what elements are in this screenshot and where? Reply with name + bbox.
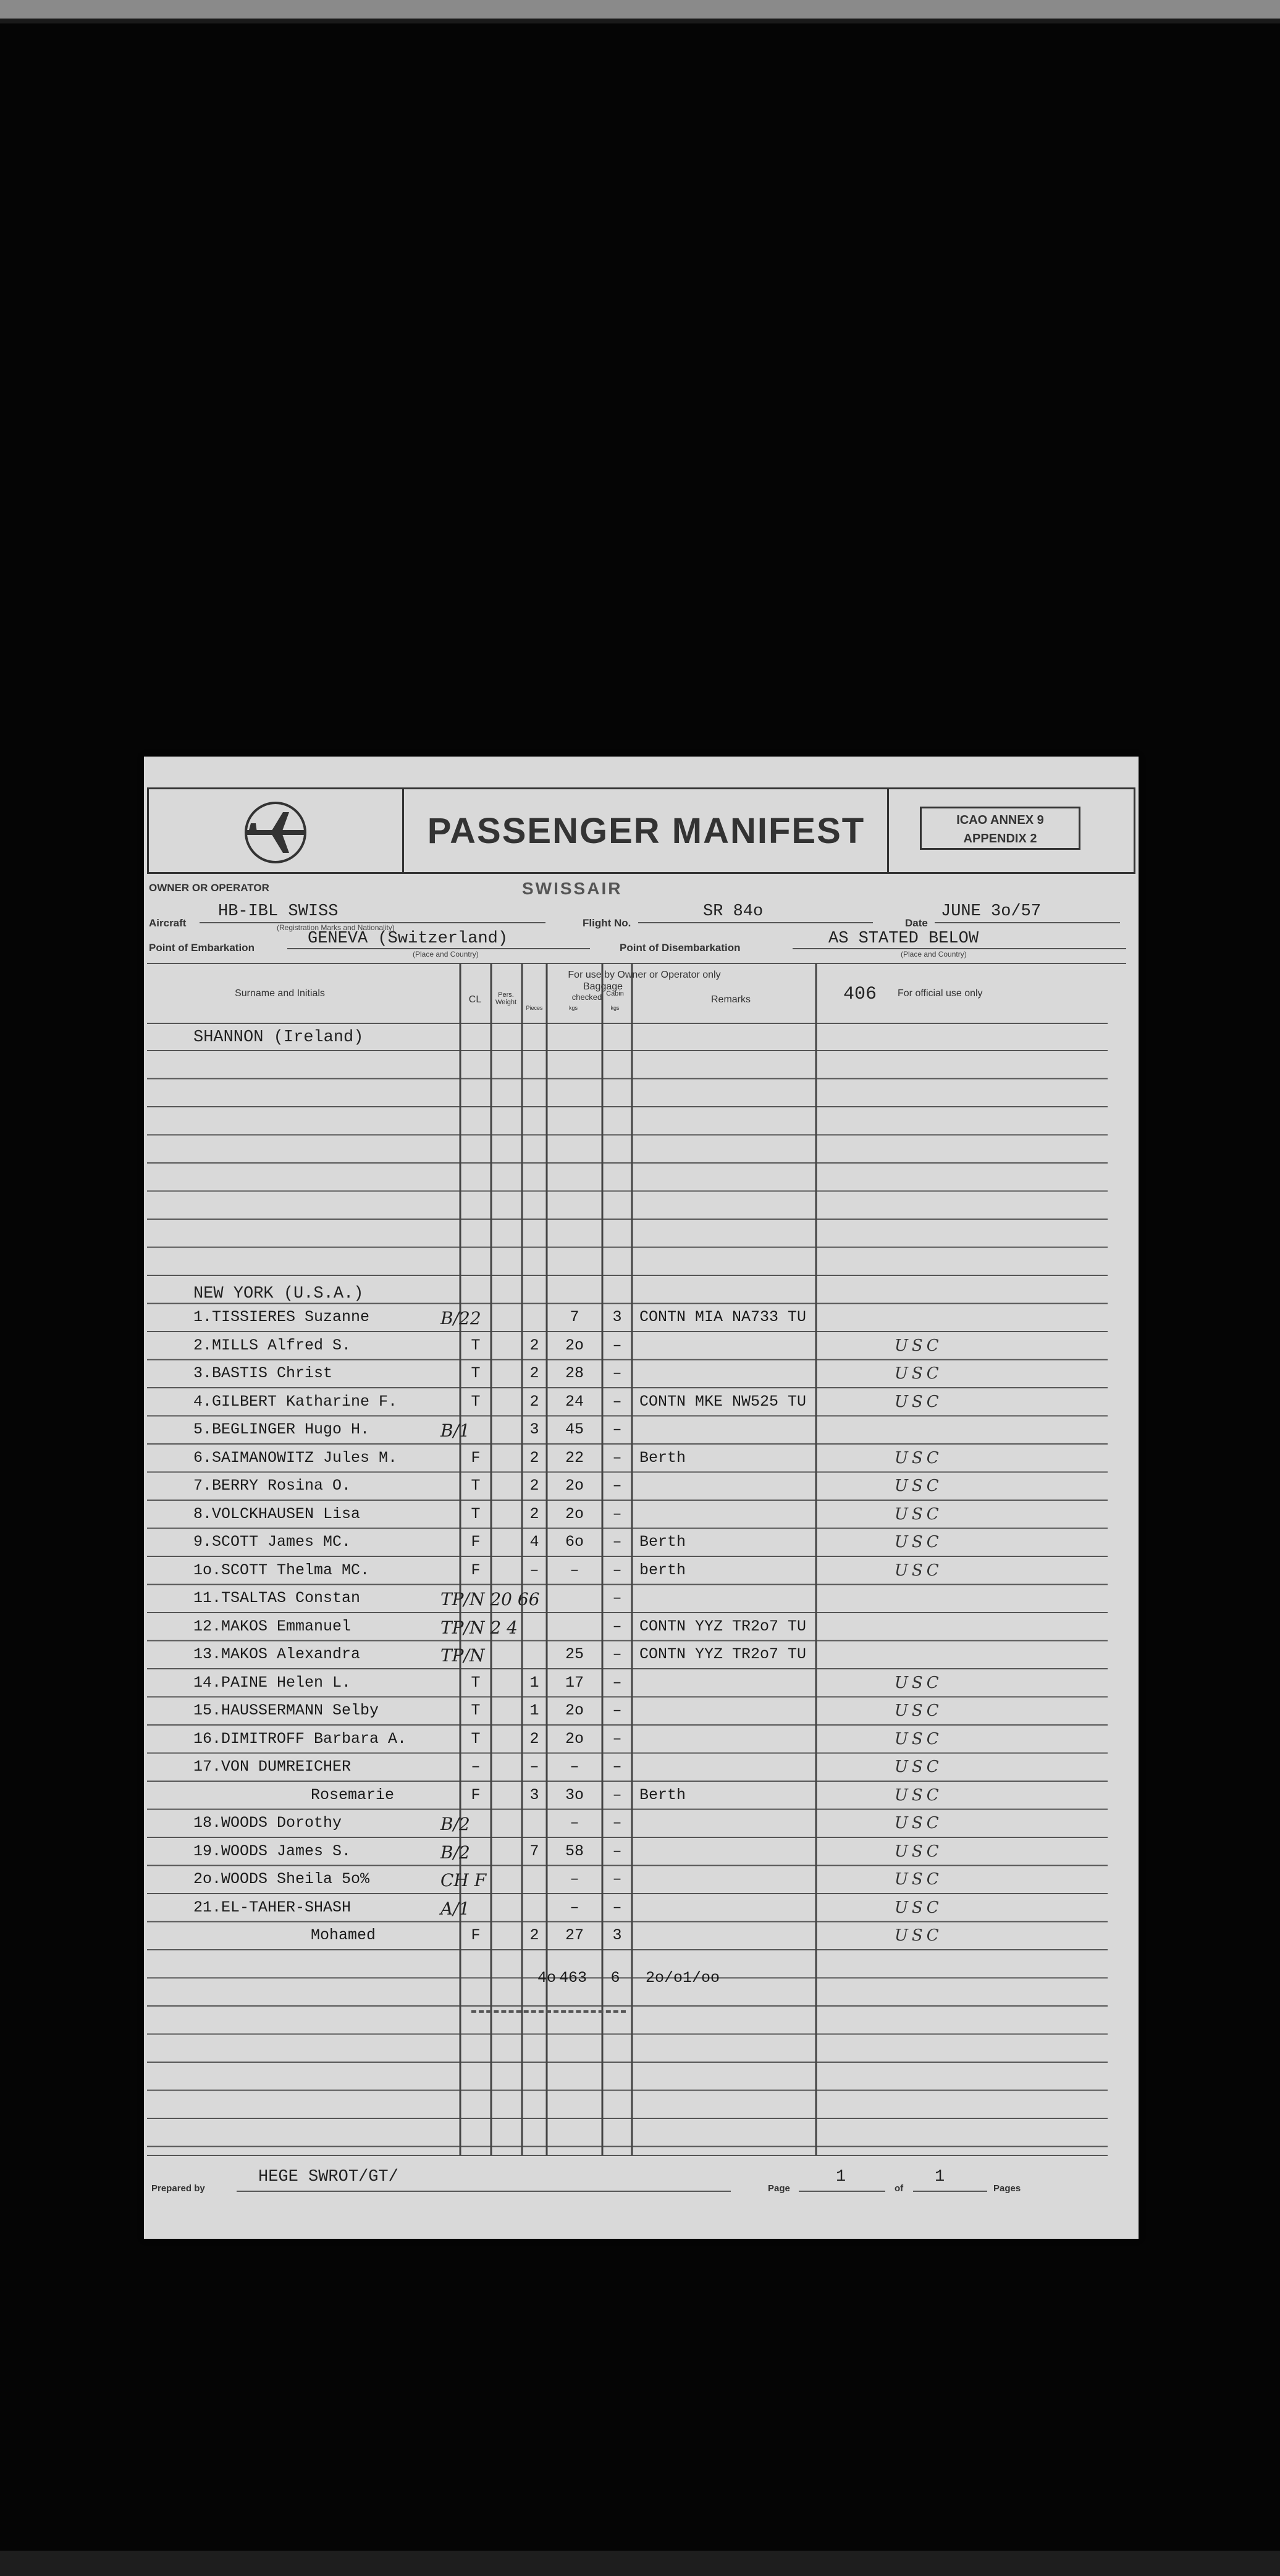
passenger-class: T (471, 1392, 481, 1411)
flight-value: SR 84o (703, 902, 764, 921)
cabin-baggage: – (612, 1870, 622, 1888)
baggage-pieces: 2 (529, 1504, 539, 1523)
cabin-baggage: – (612, 1504, 622, 1523)
annex-line-1: ICAO ANNEX 9 (956, 813, 1044, 827)
of-value: 1 (935, 2168, 945, 2186)
passenger-name: 11.TSALTAS Constan (193, 1589, 361, 1607)
total-pieces: 4o (537, 1969, 556, 1987)
passenger-name: 21.EL-TAHER-SHASH (193, 1898, 352, 1916)
of-underline (913, 2191, 987, 2192)
baggage-pieces: 3 (529, 1785, 539, 1804)
header-owner-use: For use by Owner or Operator only (568, 970, 721, 980)
header-surname: Surname and Initials (235, 988, 325, 999)
prepared-label: Prepared by (151, 2183, 205, 2194)
baggage-pieces: 3 (529, 1420, 539, 1438)
cabin-baggage: – (612, 1477, 622, 1495)
cabin-baggage: – (612, 1589, 622, 1607)
cabin-baggage: – (612, 1898, 622, 1916)
handwritten-annotation: B/2 (440, 1814, 470, 1834)
cabin-baggage: 3 (612, 1308, 622, 1326)
passenger-name: 9.SCOTT James MC. (193, 1533, 352, 1551)
passenger-class: T (471, 1673, 481, 1692)
cabin-baggage: – (612, 1785, 622, 1804)
header-cabin: Cabin (606, 990, 624, 997)
passenger-class: F (471, 1926, 481, 1944)
baggage-kgs: 58 (565, 1842, 584, 1860)
handwritten-annotation: TP/N 2 4 (440, 1617, 518, 1638)
cabin-baggage: – (612, 1392, 622, 1411)
prepared-value: HEGE SWROT/GT/ (258, 2168, 398, 2186)
passenger-remarks: CONTN YYZ TR2o7 TU (639, 1617, 807, 1635)
baggage-kgs: 3o (565, 1785, 584, 1804)
cabin-baggage: – (612, 1701, 622, 1719)
passenger-name: 7.BERRY Rosina O. (193, 1477, 352, 1495)
header-pieces: Pieces (526, 1005, 543, 1011)
cabin-baggage: – (612, 1364, 622, 1382)
passenger-name: 1.TISSIERES Suzanne (193, 1308, 370, 1326)
baggage-kgs: 7 (570, 1308, 579, 1326)
official-number: 406 (843, 984, 877, 1005)
embarkation-label: Point of Embarkation (149, 942, 255, 954)
passenger-name: 8.VOLCKHAUSEN Lisa (193, 1504, 361, 1523)
passenger-name: Mohamed (311, 1926, 376, 1944)
baggage-pieces: 1 (529, 1701, 539, 1719)
header-pers-weight: Pers. Weight (495, 991, 517, 1006)
passenger-class: F (471, 1561, 481, 1579)
page-title: PASSENGER MANIFEST (427, 810, 865, 851)
header-cabin-kgs: kgs (610, 1005, 620, 1011)
aircraft-sublabel: (Registration Marks and Nationality) (277, 923, 395, 932)
passenger-name: 6.SAIMANOWITZ Jules M. (193, 1448, 398, 1467)
official-use-mark: USC (895, 1477, 943, 1495)
baggage-pieces: 2 (529, 1729, 539, 1748)
official-use-mark: USC (895, 1926, 943, 1945)
passenger-name: 2o.WOODS Sheila 5o% (193, 1870, 370, 1888)
header-official-use: For official use only (898, 988, 983, 999)
cabin-baggage: – (612, 1645, 622, 1663)
cabin-baggage: – (612, 1842, 622, 1860)
annex-line-2: APPENDIX 2 (963, 832, 1037, 845)
cabin-baggage: – (612, 1420, 622, 1438)
passenger-remarks: berth (639, 1561, 686, 1579)
passenger-name: 15.HAUSSERMANN Selby (193, 1701, 379, 1719)
cabin-baggage: – (612, 1729, 622, 1748)
baggage-kgs: 2o (565, 1701, 584, 1719)
pages-label: Pages (993, 2183, 1021, 2194)
handwritten-annotation: A/1 (440, 1898, 470, 1919)
total-remarks: 2o/o1/oo (646, 1969, 720, 1987)
baggage-kgs: 22 (565, 1448, 584, 1467)
official-use-mark: USC (895, 1504, 943, 1524)
cabin-baggage: 3 (612, 1926, 622, 1944)
embarkation-value: GENEVA (Switzerland) (308, 929, 508, 948)
cabin-baggage: – (612, 1758, 622, 1776)
page-underline (799, 2191, 885, 2192)
baggage-pieces: 1 (529, 1673, 539, 1692)
official-use-mark: USC (895, 1392, 943, 1411)
passenger-class: T (471, 1701, 481, 1719)
page-value: 1 (836, 2168, 846, 2186)
official-use-mark: USC (895, 1758, 943, 1776)
header-remarks: Remarks (710, 994, 751, 1005)
of-label: of (895, 2183, 904, 2194)
official-use-mark: USC (895, 1842, 943, 1861)
baggage-kgs: – (570, 1898, 579, 1916)
cabin-baggage: – (612, 1814, 622, 1832)
handwritten-annotation: TP/N (440, 1645, 485, 1666)
aircraft-label: Aircraft (149, 917, 187, 929)
embarkation-sublabel: (Place and Country) (413, 950, 479, 959)
baggage-kgs: 6o (565, 1533, 584, 1551)
film-top-edge (0, 19, 1280, 23)
cabin-baggage: – (612, 1617, 622, 1635)
passenger-class: F (471, 1533, 481, 1551)
passenger-remarks: CONTN MKE NW525 TU (639, 1392, 807, 1411)
official-use-mark: USC (895, 1336, 943, 1355)
official-use-mark: USC (895, 1729, 943, 1748)
handwritten-annotation: B/2 (440, 1842, 470, 1863)
passenger-class: T (471, 1336, 481, 1354)
passenger-name: 5.BEGLINGER Hugo H. (193, 1420, 370, 1438)
baggage-pieces: – (529, 1758, 539, 1776)
section-shannon: SHANNON (Ireland) (193, 1028, 364, 1047)
aircraft-value: HB-IBL SWISS (218, 902, 339, 921)
baggage-kgs: 28 (565, 1364, 584, 1382)
handwritten-annotation: B/22 (440, 1308, 481, 1328)
passenger-name: 13.MAKOS Alexandra (193, 1645, 361, 1663)
passenger-name: Rosemarie (311, 1785, 395, 1804)
handwritten-annotation: CH F (440, 1870, 487, 1890)
official-use-mark: USC (895, 1533, 943, 1551)
total-kgs: 463 (558, 1969, 587, 1987)
passenger-class: T (471, 1729, 481, 1748)
header-kgs: kgs (568, 1005, 578, 1011)
film-top-strip (0, 0, 1280, 19)
cabin-baggage: – (612, 1561, 622, 1579)
baggage-kgs: 2o (565, 1729, 584, 1748)
passenger-name: 3.BASTIS Christ (193, 1364, 333, 1382)
baggage-kgs: 17 (565, 1673, 584, 1692)
passenger-class: F (471, 1785, 481, 1804)
header-class: CL (468, 994, 482, 1005)
manifest-document (144, 757, 1139, 2239)
baggage-pieces: 2 (529, 1477, 539, 1495)
passenger-name: 14.PAINE Helen L. (193, 1673, 352, 1692)
passenger-name: 19.WOODS James S. (193, 1842, 352, 1860)
official-use-mark: USC (895, 1785, 943, 1805)
handwritten-annotation: TP/N 20 66 (440, 1589, 540, 1609)
cabin-baggage: – (612, 1336, 622, 1354)
passenger-remarks: Berth (639, 1448, 686, 1467)
cabin-baggage: – (612, 1533, 622, 1551)
owner-label: OWNER OR OPERATOR (149, 882, 269, 894)
official-use-mark: USC (895, 1898, 943, 1917)
baggage-kgs: 2o (565, 1504, 584, 1523)
flight-label: Flight No. (583, 917, 631, 929)
passenger-class: – (471, 1758, 481, 1776)
official-use-mark: USC (895, 1870, 943, 1889)
handwritten-annotation: B/1 (440, 1420, 470, 1441)
passenger-name: 16.DIMITROFF Barbara A. (193, 1729, 407, 1748)
baggage-pieces: – (529, 1561, 539, 1579)
baggage-pieces: 2 (529, 1448, 539, 1467)
film-bottom-strip (0, 2551, 1280, 2576)
page-label: Page (768, 2183, 790, 2194)
cabin-baggage: – (612, 1673, 622, 1692)
passenger-class: F (471, 1448, 481, 1467)
passenger-class: T (471, 1364, 481, 1382)
passenger-remarks: CONTN YYZ TR2o7 TU (639, 1645, 807, 1663)
baggage-kgs: 45 (565, 1420, 584, 1438)
prepared-underline (237, 2191, 731, 2192)
baggage-kgs: 25 (565, 1645, 584, 1663)
baggage-pieces: 7 (529, 1842, 539, 1860)
baggage-kgs: – (570, 1561, 579, 1579)
disembarkation-label: Point of Disembarkation (620, 942, 741, 954)
official-use-mark: USC (895, 1448, 943, 1467)
cabin-baggage: – (612, 1448, 622, 1467)
passenger-name: 12.MAKOS Emmanuel (193, 1617, 352, 1635)
date-label: Date (905, 917, 928, 929)
baggage-kgs: – (570, 1814, 579, 1832)
baggage-pieces: 2 (529, 1392, 539, 1411)
baggage-kgs: – (570, 1758, 579, 1776)
passenger-remarks: CONTN MIA NA733 TU (639, 1308, 807, 1326)
baggage-pieces: 4 (529, 1533, 539, 1551)
section-new-york: NEW YORK (U.S.A.) (193, 1285, 364, 1303)
passenger-class: T (471, 1504, 481, 1523)
header-checked: checked (571, 992, 602, 1002)
baggage-kgs: 2o (565, 1336, 584, 1354)
passenger-class: T (471, 1477, 481, 1495)
date-value: JUNE 3o/57 (941, 902, 1042, 921)
official-use-mark: USC (895, 1701, 943, 1720)
passenger-name: 18.WOODS Dorothy (193, 1814, 342, 1832)
official-use-mark: USC (895, 1673, 943, 1692)
total-double-underline (471, 2010, 626, 2013)
official-use-mark: USC (895, 1364, 943, 1383)
total-cabin: 6 (610, 1969, 620, 1987)
baggage-kgs: – (570, 1870, 579, 1888)
passenger-name: 4.GILBERT Katharine F. (193, 1392, 398, 1411)
passenger-remarks: Berth (639, 1785, 686, 1804)
disembarkation-value: AS STATED BELOW (828, 929, 979, 948)
baggage-kgs: 24 (565, 1392, 584, 1411)
baggage-pieces: 2 (529, 1336, 539, 1354)
operator-name: SWISSAIR (522, 879, 623, 898)
passenger-name: 1o.SCOTT Thelma MC. (193, 1561, 370, 1579)
disembarkation-sublabel: (Place and Country) (901, 950, 967, 959)
header-baggage: Baggage (583, 981, 623, 992)
passenger-name: 2.MILLS Alfred S. (193, 1336, 352, 1354)
passenger-remarks: Berth (639, 1533, 686, 1551)
baggage-kgs: 2o (565, 1477, 584, 1495)
baggage-kgs: 27 (565, 1926, 584, 1944)
baggage-pieces: 2 (529, 1926, 539, 1944)
passenger-name: 17.VON DUMREICHER (193, 1758, 352, 1776)
official-use-mark: USC (895, 1561, 943, 1580)
baggage-pieces: 2 (529, 1364, 539, 1382)
official-use-mark: USC (895, 1814, 943, 1832)
